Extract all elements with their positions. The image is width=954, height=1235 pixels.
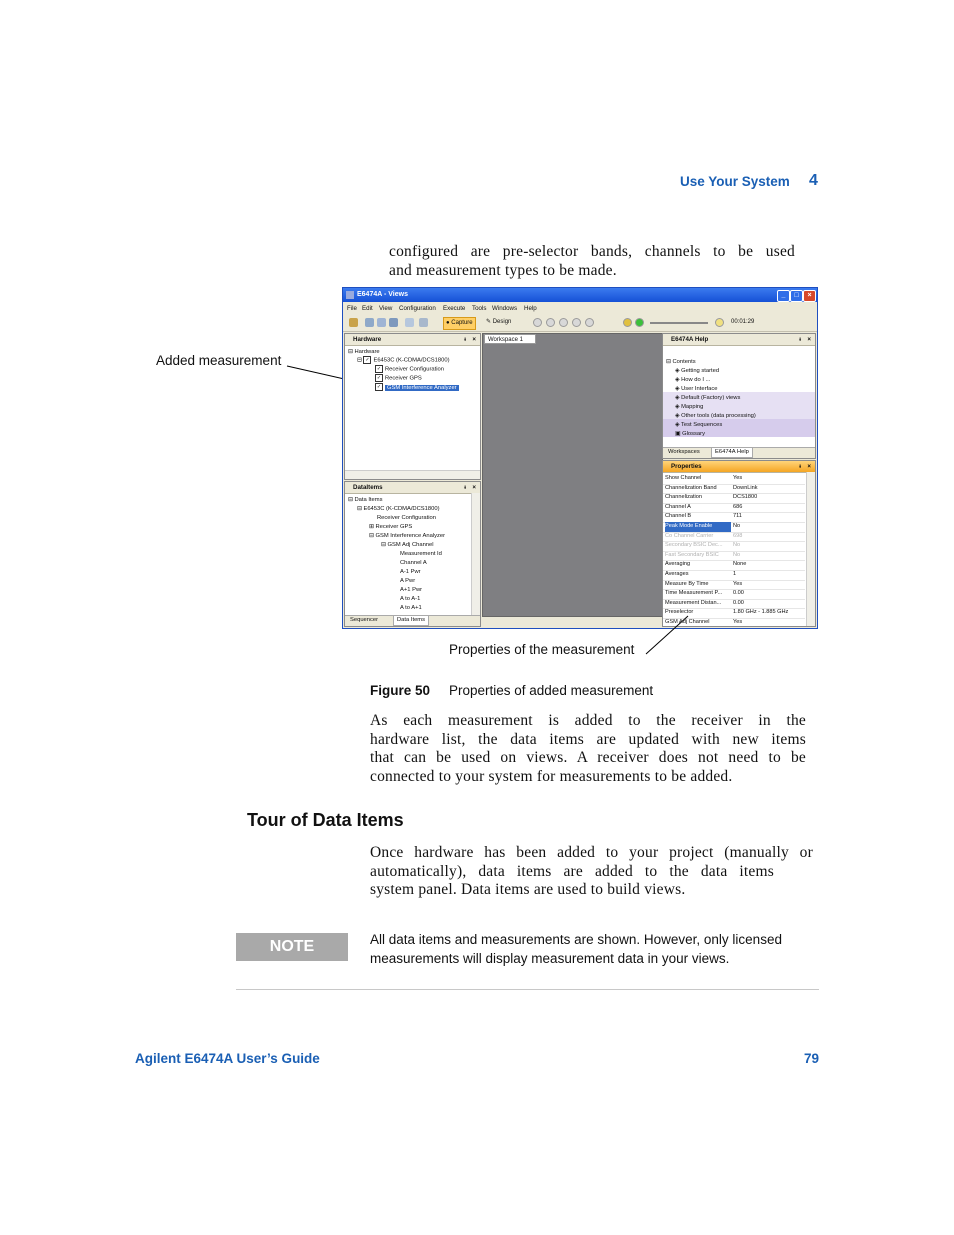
go-icon[interactable] bbox=[635, 318, 644, 327]
dataitems-tabs bbox=[345, 615, 480, 626]
property-key: Peak Mode Enable bbox=[665, 522, 731, 532]
tree-label-selected: GSM Interference Analyzer bbox=[387, 384, 457, 391]
tree-node-receiver-config[interactable] bbox=[375, 365, 444, 374]
help-item-label: Test Sequences bbox=[680, 422, 723, 428]
properties-panel bbox=[662, 460, 816, 627]
minimize-button[interactable]: _ bbox=[777, 290, 790, 302]
maximize-button[interactable]: □ bbox=[790, 290, 803, 302]
help-item-label: Mapping bbox=[681, 404, 704, 410]
help-item[interactable]: ◈ Mapping bbox=[675, 404, 704, 410]
paragraph-line: As each measurement is added to the receiver in the bbox=[370, 712, 806, 729]
design-button[interactable] bbox=[484, 317, 513, 328]
tree-label: Channel A bbox=[400, 560, 427, 566]
tree-label: A to A+1 bbox=[400, 605, 422, 611]
help-panel bbox=[662, 333, 816, 459]
paragraph-after-figure bbox=[370, 712, 806, 786]
help-item[interactable]: ◈ Test Sequences bbox=[675, 422, 723, 428]
tree-node[interactable] bbox=[400, 577, 415, 586]
play-icon[interactable] bbox=[533, 318, 542, 327]
figure-label: Figure 50 bbox=[370, 683, 431, 698]
help-panel-title: E6474A Help bbox=[671, 336, 709, 343]
properties-grid bbox=[663, 474, 815, 626]
refresh-icon[interactable] bbox=[623, 318, 632, 327]
property-value[interactable]: DownLink bbox=[733, 484, 758, 491]
workspace-area[interactable] bbox=[482, 333, 663, 617]
help-item-label: Default (Factory) views bbox=[681, 395, 741, 401]
checkbox[interactable]: ✓ bbox=[365, 357, 370, 363]
capture-icon: ● bbox=[446, 320, 452, 326]
note-line: All data items and measurements are shown. However, only licensed bbox=[370, 932, 782, 947]
menu-configuration[interactable]: Configuration bbox=[399, 305, 436, 312]
design-label: Design bbox=[492, 319, 512, 325]
property-key: Fast Secondary BSIC bbox=[665, 551, 719, 558]
property-value[interactable]: 0.00 bbox=[733, 590, 744, 597]
property-key: Channelization bbox=[665, 494, 703, 501]
property-key: Channel A bbox=[665, 503, 691, 510]
paragraph-line: system panel. Data items are used to build views. bbox=[370, 881, 686, 899]
help-item[interactable]: ◈ Default (Factory) views bbox=[675, 395, 741, 401]
property-key: Show Channel bbox=[665, 475, 702, 481]
section-paragraph bbox=[370, 844, 813, 900]
window-title: E6474A - Views bbox=[357, 291, 408, 298]
chapter-number: 4 bbox=[809, 172, 818, 189]
page-number: 79 bbox=[804, 1051, 820, 1066]
menu-tools[interactable]: Tools bbox=[472, 305, 487, 312]
elapsed-time: 00:01:29 bbox=[731, 319, 755, 325]
property-key: Time Measurement P... bbox=[665, 590, 723, 597]
intro-line-1: configured are pre-selector bands, channels to be used bbox=[389, 243, 795, 260]
property-key: Averaging bbox=[665, 561, 691, 568]
note-line: measurements will display measurement data in your views. bbox=[370, 951, 730, 966]
property-key: Secondary BSIC Dec... bbox=[665, 542, 723, 549]
filter-icon[interactable] bbox=[405, 318, 414, 327]
tree-node-receiver-gps[interactable] bbox=[375, 374, 422, 383]
running-header-title: Use Your System bbox=[680, 174, 790, 189]
tab-data-items[interactable]: Data Items bbox=[393, 616, 429, 626]
tree-label: Receiver Configuration bbox=[385, 366, 444, 373]
help-item-label: Glossary bbox=[682, 431, 705, 437]
stop-icon[interactable] bbox=[572, 318, 581, 327]
property-key: Averages bbox=[665, 571, 689, 577]
paragraph-line: hardware list, the data items are updated with new items bbox=[370, 730, 806, 748]
window-titlebar bbox=[343, 288, 817, 302]
close-icon[interactable]: × bbox=[807, 463, 811, 470]
tree-node[interactable]: ⊟ GSM Interference Analyzer bbox=[369, 533, 446, 539]
property-value[interactable]: Yes bbox=[733, 619, 743, 625]
tree-label: Receiver GPS bbox=[375, 524, 413, 530]
tree-node[interactable] bbox=[400, 604, 422, 613]
menu-bar bbox=[343, 303, 817, 314]
menu-file[interactable]: File bbox=[347, 305, 357, 312]
tree-label: Receiver GPS bbox=[385, 375, 422, 382]
property-value[interactable]: 1.80 GHz - 1.885 GHz bbox=[733, 609, 789, 616]
pin-icon[interactable]: ᵻ bbox=[799, 463, 801, 470]
property-value[interactable]: Yes bbox=[733, 475, 743, 481]
dataitems-panel-header bbox=[345, 482, 480, 494]
dataitems-panel-title: DataItems bbox=[353, 484, 383, 491]
property-key: GSM Adj Channel bbox=[665, 619, 710, 625]
tree-node-gsm-interference[interactable] bbox=[375, 383, 459, 392]
paragraph-line: automatically), data items are added to the data items bbox=[370, 862, 774, 880]
tree-label: Measurement Id bbox=[400, 551, 442, 557]
hardware-panel-header bbox=[345, 334, 480, 346]
tree-node[interactable] bbox=[400, 550, 442, 559]
help-panel-header bbox=[663, 334, 815, 346]
app-icon bbox=[346, 291, 354, 299]
tree-label: A to A-1 bbox=[400, 596, 421, 602]
property-value[interactable]: No bbox=[733, 542, 741, 549]
tab-sequencer[interactable]: Sequencer bbox=[350, 617, 379, 623]
tab-e6474a-help[interactable]: E6474A Help bbox=[711, 448, 753, 458]
grid-icon[interactable] bbox=[419, 318, 428, 327]
help-item[interactable]: ◈ Getting started bbox=[675, 368, 720, 374]
section-heading: Tour of Data Items bbox=[247, 810, 404, 830]
property-value[interactable]: 698 bbox=[733, 532, 743, 539]
clock-icon bbox=[715, 318, 724, 327]
step-icon[interactable] bbox=[546, 318, 555, 327]
tree-node[interactable] bbox=[400, 568, 421, 577]
close-icon[interactable]: × bbox=[472, 336, 476, 343]
pause-icon[interactable] bbox=[559, 318, 568, 327]
tree-label: A-1 Pwr bbox=[400, 569, 421, 575]
figure-caption: Properties of added measurement bbox=[449, 683, 654, 698]
tree-node[interactable] bbox=[400, 586, 422, 595]
toolbar bbox=[343, 315, 817, 332]
paragraph-line: connected to your system for measurements to be added. bbox=[370, 767, 733, 785]
cut-icon[interactable] bbox=[365, 318, 374, 327]
property-value[interactable]: No bbox=[733, 551, 741, 558]
pin-icon[interactable]: ᵻ bbox=[799, 336, 801, 343]
hardware-panel-title: Hardware bbox=[353, 336, 382, 343]
menu-help[interactable]: Help bbox=[524, 305, 537, 312]
help-tabs bbox=[663, 447, 815, 458]
menu-windows[interactable]: Windows bbox=[492, 305, 518, 312]
open-icon[interactable] bbox=[349, 318, 358, 327]
help-item-label: How do I ... bbox=[681, 377, 711, 383]
property-value[interactable]: Yes bbox=[733, 580, 743, 587]
properties-panel-title: Properties bbox=[671, 463, 702, 470]
tree-label: E6453C (K-CDMA/DCS1800) bbox=[373, 357, 450, 364]
tree-node[interactable] bbox=[377, 514, 436, 523]
property-key: Preselector bbox=[665, 609, 694, 616]
tree-node[interactable]: ⊞ Receiver GPS bbox=[369, 524, 413, 530]
property-key: Channelization Band bbox=[665, 484, 717, 491]
tree-node[interactable]: ⊟ Data Items bbox=[348, 497, 383, 503]
callout-properties-of-measurement: Properties of the measurement bbox=[449, 642, 635, 657]
tree-label: A+1 Pwr bbox=[400, 587, 423, 593]
tree-label: Hardware bbox=[354, 349, 380, 355]
application-screenshot bbox=[342, 287, 818, 629]
menu-view[interactable]: View bbox=[379, 305, 393, 312]
properties-panel-header bbox=[663, 461, 815, 473]
tree-node[interactable]: ⊟ GSM Adj Channel bbox=[381, 542, 434, 548]
pin-icon[interactable]: ᵻ bbox=[464, 484, 466, 491]
design-icon: ✎ bbox=[486, 319, 493, 325]
help-item-label: User Interface bbox=[681, 386, 718, 392]
intro-paragraph bbox=[389, 243, 795, 280]
checkbox[interactable]: ✓ bbox=[376, 366, 382, 372]
property-key: Co Channel Carrier bbox=[665, 532, 714, 539]
tree-node[interactable]: ⊟ E6453C (K-CDMA/DCS1800) bbox=[357, 506, 440, 512]
footer-guide-title: Agilent E6474A User’s Guide bbox=[135, 1051, 320, 1066]
tree-label: GSM Adj Channel bbox=[387, 542, 434, 548]
property-key: Channel B bbox=[665, 513, 692, 520]
capture-label: Capture bbox=[451, 320, 473, 326]
vertical-scrollbar[interactable] bbox=[471, 493, 480, 626]
help-item-label: Getting started bbox=[681, 368, 720, 374]
help-item-label: Other tools (data processing) bbox=[681, 413, 756, 419]
record-icon[interactable] bbox=[585, 318, 594, 327]
note-text bbox=[370, 930, 820, 968]
tree-node-receiver[interactable]: ⊟ ✓ E6453C (K-CDMA/DCS1800) bbox=[357, 357, 450, 364]
checkbox[interactable]: ✓ bbox=[376, 384, 382, 390]
checkbox[interactable]: ✓ bbox=[376, 375, 382, 381]
tree-label: E6453C (K-CDMA/DCS1800) bbox=[363, 506, 440, 512]
tree-node[interactable] bbox=[400, 559, 427, 568]
tree-label: Receiver Configuration bbox=[377, 515, 436, 521]
paragraph-line: that can be used on views. A receiver does not need to be bbox=[370, 749, 806, 767]
callout-leader-line-properties bbox=[640, 612, 700, 662]
help-item[interactable]: ▣ Glossary bbox=[675, 431, 705, 437]
property-key: Measure By Time bbox=[665, 580, 709, 587]
close-button[interactable]: × bbox=[803, 290, 816, 302]
tree-node-hardware[interactable]: ⊟ Hardware bbox=[348, 349, 380, 355]
dataitems-panel bbox=[344, 481, 481, 627]
property-value[interactable]: DCS1800 bbox=[733, 494, 758, 501]
note-label: NOTE bbox=[236, 933, 348, 961]
tab-workspaces[interactable]: Workspaces bbox=[668, 449, 700, 455]
close-icon[interactable]: × bbox=[807, 336, 811, 343]
property-value[interactable]: 711 bbox=[733, 513, 742, 520]
paste-icon[interactable] bbox=[389, 318, 398, 327]
pin-icon[interactable]: ᵻ bbox=[464, 336, 466, 343]
callout-added-measurement: Added measurement bbox=[156, 353, 282, 368]
tree-label: A Pwr bbox=[400, 578, 416, 584]
property-key: Measurement Distan... bbox=[665, 599, 722, 606]
copy-icon[interactable] bbox=[377, 318, 386, 327]
property-value[interactable]: No bbox=[733, 523, 741, 529]
tab-workspace-1[interactable]: Workspace 1 bbox=[484, 334, 536, 344]
property-value[interactable]: 0.00 bbox=[733, 599, 744, 606]
progress-slider[interactable] bbox=[650, 322, 708, 324]
horizontal-rule bbox=[236, 989, 819, 990]
property-value[interactable]: None bbox=[733, 561, 747, 568]
help-item[interactable]: ◈ Other tools (data processing) bbox=[675, 413, 756, 419]
close-icon[interactable]: × bbox=[472, 484, 476, 491]
tree-node[interactable] bbox=[400, 595, 420, 604]
help-item-label: Contents bbox=[672, 359, 696, 365]
tree-label: Data Items bbox=[354, 497, 383, 503]
vertical-scrollbar[interactable] bbox=[806, 472, 815, 626]
help-item[interactable]: ◈ How do I ... bbox=[675, 377, 711, 383]
hardware-panel bbox=[344, 333, 481, 480]
paragraph-line: Once hardware has been added to your project (manually or bbox=[370, 844, 813, 861]
help-item-contents[interactable]: ⊟ Contents bbox=[666, 359, 696, 365]
menu-edit[interactable]: Edit bbox=[362, 305, 373, 312]
horizontal-scrollbar[interactable] bbox=[345, 470, 480, 479]
menu-execute[interactable]: Execute bbox=[443, 305, 466, 312]
intro-line-2: and measurement types to be made. bbox=[389, 261, 617, 279]
property-value[interactable]: 1 bbox=[733, 571, 737, 577]
property-value[interactable]: 686 bbox=[733, 503, 743, 510]
capture-button[interactable] bbox=[443, 317, 476, 330]
tree-label: GSM Interference Analyzer bbox=[375, 533, 446, 539]
help-item[interactable]: ◈ User Interface bbox=[675, 386, 718, 392]
